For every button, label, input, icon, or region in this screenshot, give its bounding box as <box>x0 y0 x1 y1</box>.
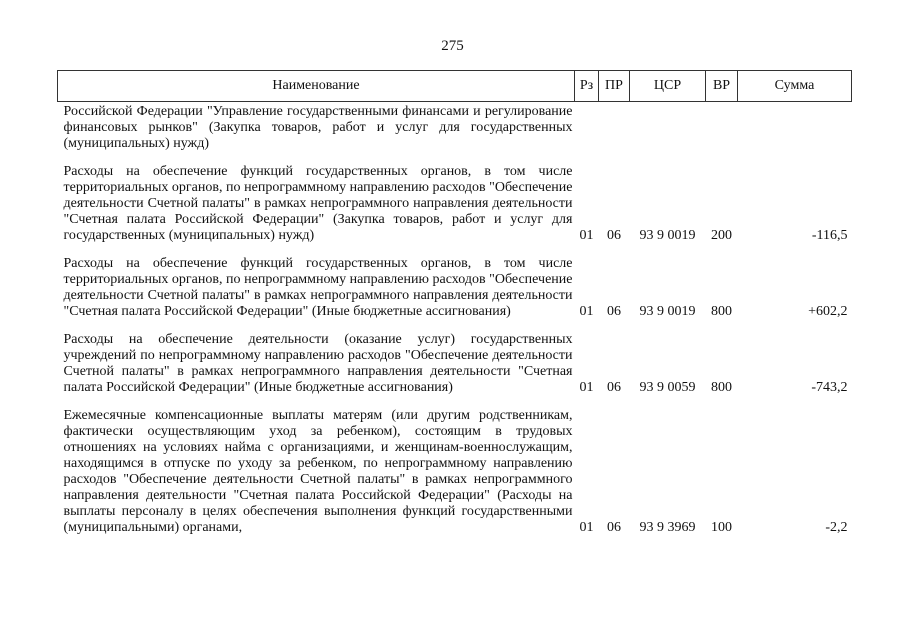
row-name: Ежемесячные компенсационные выплаты матерям (или другим родственникам, фактически осуществляющим уход за ребенком), состоящим в трудовых отношениях на условиях найма с организациями, и женщинам-военнослужащим, находящимся в отпуске по уходу за ребенком, по непрограммному направлению расходов "Обеспечение деятельности Счетной палаты" в рамках непрограммного направления деятельности "Счетная палата Российской Федерации" (Расходы на выплаты персоналу в целях обеспечения выполнения функций государственными (муниципальными) органами, <box>63 408 573 535</box>
row-rz: 01 <box>579 380 594 395</box>
table-row <box>58 332 852 396</box>
row-pr <box>599 102 630 153</box>
row-sum <box>738 102 852 153</box>
row-sum: +602,2 <box>808 304 848 319</box>
row-name: Российской Федерации "Управление государственными финансами и регулирование финансовых рынков" (Закупка товаров, работ и услуг для государственных (муниципальных) нужд) <box>63 104 573 151</box>
row-name: Расходы на обеспечение функций государственных органов, в том числе территориальных органов, по непрограммному направлению расходов "Обеспечение деятельности Счетной палаты" в рамках непрограммного направления деятельности "Счетная палата Российской Федерации" (Закупка товаров, работ и услуг для государственных (муниципальных) нужд) <box>63 164 573 243</box>
row-vr: 800 <box>711 304 732 319</box>
header-csr: ЦСР <box>630 71 706 102</box>
row-spacer <box>58 320 852 332</box>
row-vr: 200 <box>711 228 732 243</box>
table-row <box>58 408 852 536</box>
row-pr: 06 <box>607 520 621 535</box>
header-rz: Рз <box>575 71 599 102</box>
row-spacer <box>58 396 852 408</box>
header-vr: ВР <box>706 71 738 102</box>
header-sum: Сумма <box>738 71 852 102</box>
row-pr: 06 <box>607 304 621 319</box>
header-name: Наименование <box>58 71 575 102</box>
row-vr: 100 <box>711 520 732 535</box>
page-number: 275 <box>441 38 464 54</box>
row-pr: 06 <box>607 228 621 243</box>
row-sum: -2,2 <box>825 520 848 535</box>
row-rz: 01 <box>579 304 594 319</box>
row-sum: -116,5 <box>811 228 848 243</box>
row-rz: 01 <box>579 520 594 535</box>
row-pr: 06 <box>607 380 621 395</box>
header-pr: ПР <box>599 71 630 102</box>
budget-table <box>57 70 852 536</box>
row-csr: 93 9 0019 <box>639 304 696 319</box>
row-csr: 93 9 0019 <box>639 228 696 243</box>
row-spacer <box>58 152 852 164</box>
row-csr: 93 9 0059 <box>639 380 696 395</box>
row-name: Расходы на обеспечение функций государственных органов, в том числе территориальных органов, по непрограммному направлению расходов "Обеспечение деятельности Счетной палаты" в рамках непрограммного направления деятельности "Счетная палата Российской Федерации" (Иные бюджетные ассигнования) <box>63 256 573 319</box>
row-vr: 800 <box>711 380 732 395</box>
row-rz <box>575 102 599 153</box>
table-row <box>58 256 852 320</box>
row-vr <box>706 102 738 153</box>
row-name: Расходы на обеспечение деятельности (оказание услуг) государственных учреждений по непрограммному направлению расходов "Обеспечение деятельности Счетной палаты" в рамках непрограммного направления деятельности "Счетная палата Российской Федерации" (Иные бюджетные ассигнования) <box>63 332 573 395</box>
row-csr <box>630 102 706 153</box>
table-header-row <box>58 71 852 102</box>
row-spacer <box>58 244 852 256</box>
table-row <box>58 102 852 153</box>
row-csr: 93 9 3969 <box>639 520 696 535</box>
row-sum: -743,2 <box>811 380 848 395</box>
row-rz: 01 <box>579 228 594 243</box>
table-row <box>58 164 852 244</box>
